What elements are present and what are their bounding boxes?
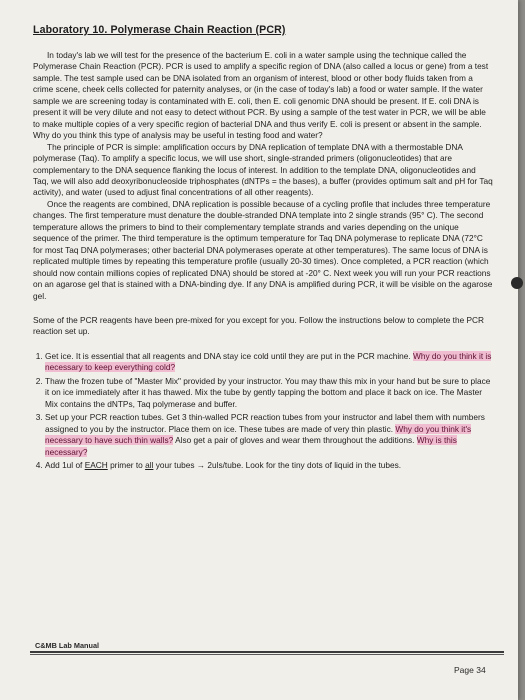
step-4-text-a: Add 1ul of (45, 459, 83, 470)
step-4-each: EACH (84, 459, 108, 470)
step-4-all: all (145, 459, 154, 470)
intro-paragraph: In today's lab we will test for the presence of the bacterium E. coli in a water sample using the technique called the Polymerase Chain Reaction (PCR). PCR is used to amplify a specific region of DNA (also called a locus or gene) from a test sample. The test sample used can be DNA isolated from an organism of interest, blood or other body fluids taken from a crime scene, cheek cells collected for paternity analyses, or (in the case of today's lab) a food or water sample. If the water sample we are screening today is contaminated with E. coli, then E. coli genomic DNA should be present. If E. coli DNA is present it will be very dilute and not easy to detect without PCR. By using a sample of the test water in PCR, we will be able to make multiple copies of a very specific region of bacterial DNA and thus verify E. coli is present or absent in the sample. Why do you think this type of analysis may be useful in testing food and water? (33, 50, 489, 141)
page-title: Laboratory 10. Polymerase Chain Reaction (PCR) (33, 24, 286, 36)
principle-paragraph: The principle of PCR is simple: amplification occurs by DNA replication of template DNA with a thermostable DNA polymerase (Taq). To amplify a specific locus, we will use short, single-stranded primers (oligonucleotides) that are complementary to the DNA sequence flanking the locus of interest. In addition to the template DNA, oligonucleotides and Taq, we will also add deoxyribonucleoside triphosphates (dNTPs = the bases), a buffer (provides optimum salt and pH for Taq activity), and water (used to adjust final concentrations of all other reagents). (33, 141, 493, 198)
step-3 (45, 412, 493, 458)
step-2 (45, 376, 493, 410)
binder-hole-icon (511, 277, 523, 289)
step-1-question: Why do you think it is necessary to keep everything cold? (45, 350, 492, 373)
footer-page-number: Page 34 (454, 665, 486, 675)
step-3-question-2: Why is this necessary? (45, 435, 457, 457)
step-4-text-c: your tubes → 2uls/tube. Look for the tiny dots of liquid in the tubes. (155, 459, 402, 470)
step-3-text: Set up your PCR reaction tubes. Get 3 thin-walled PCR reaction tubes from your instructor and label them with numbers assigned to you by the instructor. Place them on ice. These tubes are made of very thin plastic. (45, 412, 485, 434)
footer-rule (30, 651, 504, 653)
instruction-list (33, 351, 493, 472)
step-3-question: Why do you think it's necessary to have such thin walls? (45, 423, 472, 446)
step-1 (45, 351, 493, 374)
step-3-text-2: Also get a pair of gloves and wear them throughout the additions. (175, 435, 415, 446)
instructions-intro: Some of the PCR reagents have been pre-mixed for you except for you. Follow the instructions below to complete the PCR reaction set up. (33, 314, 485, 337)
step-1-text: Get ice. It is essential that all reagents and DNA stay ice cold until they are put in the PCR machine. (45, 350, 411, 361)
cycling-paragraph: Once the reagents are combined, DNA replication is possible because of a cycling profile that includes three temperature changes. The first temperature must denature the double-stranded DNA template into 2 single strands (95° C). The second temperature allows the primers to bind to their complementary template strands and varies depending on the unique sequence of the primer. The third temperature is the optimum temperature for Taq DNA polymerase to replicate DNA (72°C for most Taq DNA polymerases; other bacterial DNA polymerases operate at other temperatures). The same locus of DNA is replicated multiple times by repeating this temperature profile (usually 20-30 times). Once completed, a PCR reaction (which should now contain millions copies of replicated DNA) should be stored at -20° C. Next week you will run your PCR reactions on an agarose gel that is stained with a DNA-binding dye. If any DNA is amplified during PCR, it will be visible on the agarose gel. (33, 198, 493, 301)
step-4-text-b: primer to (110, 459, 143, 470)
step-4 (45, 460, 493, 471)
document-content (33, 24, 493, 473)
paragraph-gap (33, 338, 493, 351)
step-2-text: Thaw the frozen tube of "Master Mix" provided by your instructor. You may thaw this mix in your hand but be sure to place it on ice immediately after it has thawed. Mix the tube by gently tapping the bottom and place it back on ice. The Master Mix contains the dNTPs, Taq polymerase and buffer. (45, 375, 491, 409)
footer-lab-manual: C&MB Lab Manual (35, 641, 100, 650)
footer-rule-thin (30, 654, 504, 655)
paragraph-gap (33, 302, 493, 315)
